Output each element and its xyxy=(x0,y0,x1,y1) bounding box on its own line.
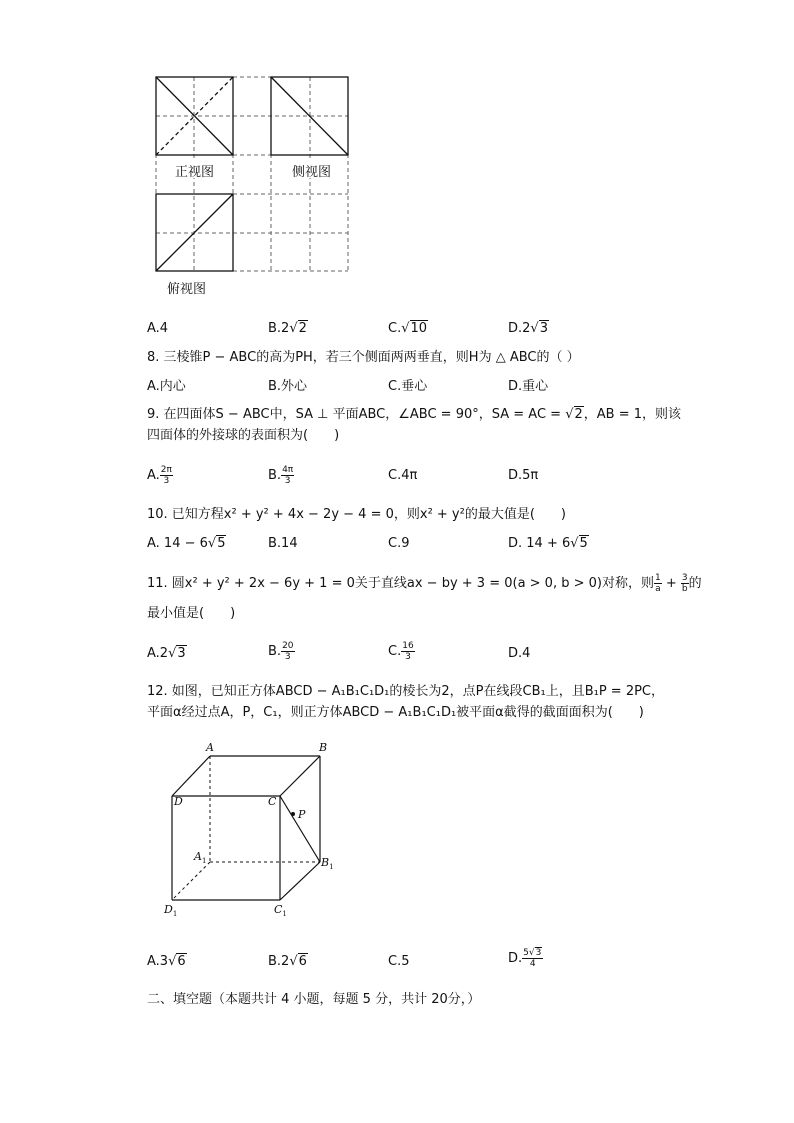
q7-option-a: A.4 xyxy=(147,321,169,336)
q12-option-b: B.2√6 xyxy=(268,954,307,969)
cube-figure xyxy=(160,740,340,920)
q7-option-c: C.√10 xyxy=(388,321,428,336)
label-C: C xyxy=(268,795,277,808)
q12-option-a: A.3√6 xyxy=(147,954,186,969)
q12-stem-line1: 12. 如图，已知正方体ABCD − A₁B₁C₁D₁的棱长为2，点P在线段CB₁上，且B₁P = 2PC， xyxy=(147,684,665,699)
q11-option-b: B. $\frac{20}{3}$ xyxy=(268,641,294,662)
label-D1: $D_1$ xyxy=(164,903,178,918)
q8-option-c: C.垂心 xyxy=(388,379,428,394)
q10-option-c: C.9 xyxy=(388,536,410,551)
q7-option-d: D.2√3 xyxy=(508,321,548,336)
edge-AD xyxy=(172,756,210,796)
section-2-heading: 二、填空题（本题共计 4 小题，每题 5 分，共计 20分，） xyxy=(147,992,481,1007)
label-B1: $B_1$ xyxy=(321,856,334,871)
q9-option-a: A. $\frac{2\pi}{3}$ xyxy=(147,465,172,486)
q9-option-b: B. $\frac{4\pi}{3}$ xyxy=(268,465,294,486)
q9-stem-line2: 四面体的外接球的表面积为( ) xyxy=(147,428,340,443)
q11-option-c: C. $\frac{16}{3}$ xyxy=(388,641,414,662)
top-view-label: 俯视图 xyxy=(167,282,207,297)
q8-option-a: A.内心 xyxy=(147,379,186,394)
q8-stem: 8. 三棱锥P − ABC的高为PH，若三个侧面两两垂直，则H为 △ ABC的（ ） xyxy=(147,350,580,365)
q9-stem-line1: 9. 在四面体S − ABC中，SA ⊥ 平面ABC，∠ABC = 90°，SA = AC = √2，AB = 1，则该 xyxy=(147,407,682,422)
q8-option-d: D.重心 xyxy=(508,379,549,394)
label-P: P xyxy=(298,808,306,821)
label-C1: $C_1$ xyxy=(274,903,287,918)
q10-option-d: D. 14 + 6√5 xyxy=(508,536,588,551)
edge-C1B1 xyxy=(280,862,320,900)
q11-option-a: A.2√3 xyxy=(147,646,186,661)
q12-option-c: C.5 xyxy=(388,954,410,969)
label-D: D xyxy=(174,795,183,808)
label-A: A xyxy=(206,741,214,754)
q10-option-b: B.14 xyxy=(268,536,298,551)
q10-stem: 10. 已知方程x² + y² + 4x − 2y − 4 = 0，则x² + y²的最大值是( ) xyxy=(147,507,566,522)
side-view-label: 侧视图 xyxy=(292,165,332,180)
point-P xyxy=(291,812,295,816)
front-view-label: 正视图 xyxy=(175,165,215,180)
q9-option-d: D.5π xyxy=(508,468,539,483)
q9-option-c: C.4π xyxy=(388,468,418,483)
q10-option-a: A. 14 − 6√5 xyxy=(147,536,226,551)
label-A1: $A_1$ xyxy=(194,850,207,865)
segment-CB1 xyxy=(280,796,320,862)
q8-option-b: B.外心 xyxy=(268,379,308,394)
q11-stem-line1: 11. 圆x² + y² + 2x − 6y + 1 = 0关于直线ax − by + 3 = 0(a > 0, b > 0)对称，则 $\frac{1}{a}$ + $\frac{3}{b}$ 的 xyxy=(147,573,702,594)
q12-option-d: D. $\frac{5√3}{4}$ xyxy=(508,948,542,969)
label-B: B xyxy=(319,741,328,754)
q11-option-d: D.4 xyxy=(508,646,531,661)
q11-stem-line2: 最小值是( ) xyxy=(147,606,236,621)
edge-BC xyxy=(280,756,320,796)
edge-A1D1-hidden xyxy=(172,862,210,900)
q7-option-b: B.2√2 xyxy=(268,321,307,336)
q12-stem-line2: 平面α经过点A，P，C₁，则正方体ABCD − A₁B₁C₁D₁被平面α截得的截面面积为( ) xyxy=(147,705,644,720)
